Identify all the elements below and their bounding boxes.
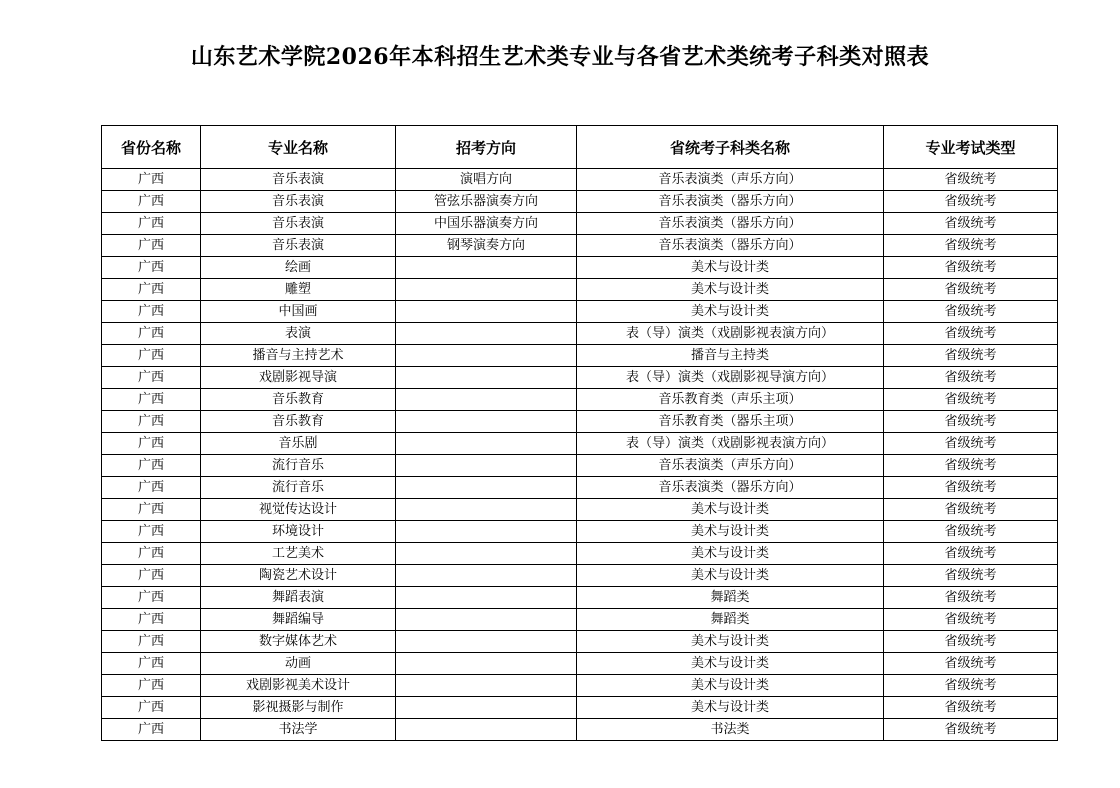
cell-province: 广西 [102, 235, 201, 257]
cell-subcategory: 音乐表演类（器乐方向） [577, 477, 884, 499]
cell-province: 广西 [102, 323, 201, 345]
cell-subcategory: 美术与设计类 [577, 565, 884, 587]
cell-exam-type: 省级统考 [884, 213, 1058, 235]
cell-major: 动画 [201, 653, 396, 675]
cell-major: 音乐表演 [201, 235, 396, 257]
cell-exam-type: 省级统考 [884, 499, 1058, 521]
cell-exam-type: 省级统考 [884, 433, 1058, 455]
cell-subcategory: 舞蹈类 [577, 587, 884, 609]
cell-exam-type: 省级统考 [884, 477, 1058, 499]
table-row [102, 257, 1058, 279]
mapping-table [101, 125, 1058, 741]
cell-major: 音乐剧 [201, 433, 396, 455]
cell-direction [396, 499, 577, 521]
cell-direction [396, 697, 577, 719]
cell-direction [396, 323, 577, 345]
cell-subcategory: 美术与设计类 [577, 257, 884, 279]
header-province: 省份名称 [102, 126, 201, 169]
table-row [102, 345, 1058, 367]
cell-direction [396, 653, 577, 675]
cell-direction [396, 631, 577, 653]
cell-province: 广西 [102, 389, 201, 411]
cell-exam-type: 省级统考 [884, 587, 1058, 609]
table-row [102, 697, 1058, 719]
cell-major: 绘画 [201, 257, 396, 279]
page-title: 山东艺术学院2026年本科招生艺术类专业与各省艺术类统考子科类对照表 [190, 44, 930, 70]
cell-subcategory: 书法类 [577, 719, 884, 741]
cell-province: 广西 [102, 565, 201, 587]
cell-exam-type: 省级统考 [884, 235, 1058, 257]
cell-subcategory: 美术与设计类 [577, 675, 884, 697]
cell-province: 广西 [102, 345, 201, 367]
cell-major: 音乐表演 [201, 169, 396, 191]
cell-major: 舞蹈表演 [201, 587, 396, 609]
cell-province: 广西 [102, 257, 201, 279]
cell-direction: 演唱方向 [396, 169, 577, 191]
cell-exam-type: 省级统考 [884, 521, 1058, 543]
table-row [102, 609, 1058, 631]
table-row [102, 499, 1058, 521]
cell-direction [396, 257, 577, 279]
cell-direction [396, 279, 577, 301]
table-row [102, 367, 1058, 389]
cell-subcategory: 美术与设计类 [577, 301, 884, 323]
cell-exam-type: 省级统考 [884, 455, 1058, 477]
table-row [102, 279, 1058, 301]
cell-direction [396, 587, 577, 609]
table-row [102, 235, 1058, 257]
cell-major: 音乐表演 [201, 213, 396, 235]
cell-exam-type: 省级统考 [884, 323, 1058, 345]
table-row [102, 213, 1058, 235]
cell-major: 表演 [201, 323, 396, 345]
cell-direction [396, 367, 577, 389]
table-row [102, 455, 1058, 477]
cell-major: 环境设计 [201, 521, 396, 543]
cell-subcategory: 表（导）演类（戏剧影视表演方向） [577, 323, 884, 345]
cell-subcategory: 美术与设计类 [577, 653, 884, 675]
cell-province: 广西 [102, 587, 201, 609]
cell-subcategory: 播音与主持类 [577, 345, 884, 367]
cell-province: 广西 [102, 697, 201, 719]
cell-direction: 中国乐器演奏方向 [396, 213, 577, 235]
cell-exam-type: 省级统考 [884, 169, 1058, 191]
table-row [102, 477, 1058, 499]
cell-major: 戏剧影视美术设计 [201, 675, 396, 697]
cell-subcategory: 音乐教育类（声乐主项） [577, 389, 884, 411]
cell-exam-type: 省级统考 [884, 257, 1058, 279]
cell-major: 音乐表演 [201, 191, 396, 213]
table-body [102, 169, 1058, 741]
header-direction: 招考方向 [396, 126, 577, 169]
table-row [102, 169, 1058, 191]
table-row [102, 565, 1058, 587]
cell-subcategory: 音乐表演类（声乐方向） [577, 455, 884, 477]
cell-province: 广西 [102, 433, 201, 455]
cell-province: 广西 [102, 455, 201, 477]
header-subcategory: 省统考子科类名称 [577, 126, 884, 169]
cell-exam-type: 省级统考 [884, 719, 1058, 741]
cell-subcategory: 美术与设计类 [577, 279, 884, 301]
cell-exam-type: 省级统考 [884, 609, 1058, 631]
cell-direction: 管弦乐器演奏方向 [396, 191, 577, 213]
cell-province: 广西 [102, 477, 201, 499]
cell-major: 音乐教育 [201, 411, 396, 433]
table-row [102, 543, 1058, 565]
cell-subcategory: 音乐表演类（器乐方向） [577, 235, 884, 257]
cell-direction [396, 389, 577, 411]
cell-direction [396, 477, 577, 499]
cell-major: 流行音乐 [201, 455, 396, 477]
header-exam-type: 专业考试类型 [884, 126, 1058, 169]
table-row [102, 411, 1058, 433]
cell-exam-type: 省级统考 [884, 279, 1058, 301]
cell-subcategory: 美术与设计类 [577, 631, 884, 653]
cell-exam-type: 省级统考 [884, 675, 1058, 697]
cell-province: 广西 [102, 279, 201, 301]
table-row [102, 631, 1058, 653]
cell-direction [396, 521, 577, 543]
cell-major: 书法学 [201, 719, 396, 741]
cell-major: 工艺美术 [201, 543, 396, 565]
cell-major: 戏剧影视导演 [201, 367, 396, 389]
cell-province: 广西 [102, 631, 201, 653]
cell-subcategory: 美术与设计类 [577, 499, 884, 521]
table-row [102, 389, 1058, 411]
cell-direction [396, 433, 577, 455]
table-row [102, 653, 1058, 675]
cell-direction [396, 609, 577, 631]
cell-subcategory: 音乐表演类（声乐方向） [577, 169, 884, 191]
cell-exam-type: 省级统考 [884, 653, 1058, 675]
cell-major: 影视摄影与制作 [201, 697, 396, 719]
header-major: 专业名称 [201, 126, 396, 169]
cell-subcategory: 表（导）演类（戏剧影视导演方向） [577, 367, 884, 389]
cell-exam-type: 省级统考 [884, 191, 1058, 213]
cell-major: 数字媒体艺术 [201, 631, 396, 653]
cell-major: 流行音乐 [201, 477, 396, 499]
cell-province: 广西 [102, 213, 201, 235]
cell-subcategory: 美术与设计类 [577, 543, 884, 565]
cell-exam-type: 省级统考 [884, 565, 1058, 587]
cell-subcategory: 表（导）演类（戏剧影视表演方向） [577, 433, 884, 455]
cell-major: 舞蹈编导 [201, 609, 396, 631]
cell-major: 雕塑 [201, 279, 396, 301]
cell-province: 广西 [102, 653, 201, 675]
cell-major: 播音与主持艺术 [201, 345, 396, 367]
cell-province: 广西 [102, 609, 201, 631]
cell-exam-type: 省级统考 [884, 301, 1058, 323]
cell-province: 广西 [102, 169, 201, 191]
cell-province: 广西 [102, 191, 201, 213]
cell-direction [396, 301, 577, 323]
cell-major: 陶瓷艺术设计 [201, 565, 396, 587]
table-row [102, 433, 1058, 455]
cell-province: 广西 [102, 521, 201, 543]
cell-major: 中国画 [201, 301, 396, 323]
cell-direction: 钢琴演奏方向 [396, 235, 577, 257]
cell-province: 广西 [102, 719, 201, 741]
cell-major: 视觉传达设计 [201, 499, 396, 521]
cell-subcategory: 美术与设计类 [577, 521, 884, 543]
cell-exam-type: 省级统考 [884, 389, 1058, 411]
table-row [102, 521, 1058, 543]
cell-province: 广西 [102, 543, 201, 565]
cell-province: 广西 [102, 301, 201, 323]
cell-direction [396, 543, 577, 565]
cell-subcategory: 音乐表演类（器乐方向） [577, 213, 884, 235]
cell-province: 广西 [102, 499, 201, 521]
cell-direction [396, 675, 577, 697]
table-row [102, 675, 1058, 697]
cell-exam-type: 省级统考 [884, 367, 1058, 389]
table-row [102, 719, 1058, 741]
cell-subcategory: 美术与设计类 [577, 697, 884, 719]
cell-direction [396, 345, 577, 367]
cell-subcategory: 音乐表演类（器乐方向） [577, 191, 884, 213]
table-row [102, 323, 1058, 345]
cell-exam-type: 省级统考 [884, 697, 1058, 719]
cell-province: 广西 [102, 675, 201, 697]
cell-direction [396, 719, 577, 741]
cell-subcategory: 舞蹈类 [577, 609, 884, 631]
cell-province: 广西 [102, 411, 201, 433]
table-row [102, 191, 1058, 213]
table-header-row [102, 126, 1058, 169]
cell-direction [396, 565, 577, 587]
table-row [102, 587, 1058, 609]
cell-exam-type: 省级统考 [884, 411, 1058, 433]
cell-subcategory: 音乐教育类（器乐主项） [577, 411, 884, 433]
cell-exam-type: 省级统考 [884, 345, 1058, 367]
cell-province: 广西 [102, 367, 201, 389]
table-row [102, 301, 1058, 323]
cell-direction [396, 411, 577, 433]
cell-exam-type: 省级统考 [884, 543, 1058, 565]
cell-major: 音乐教育 [201, 389, 396, 411]
cell-exam-type: 省级统考 [884, 631, 1058, 653]
cell-direction [396, 455, 577, 477]
